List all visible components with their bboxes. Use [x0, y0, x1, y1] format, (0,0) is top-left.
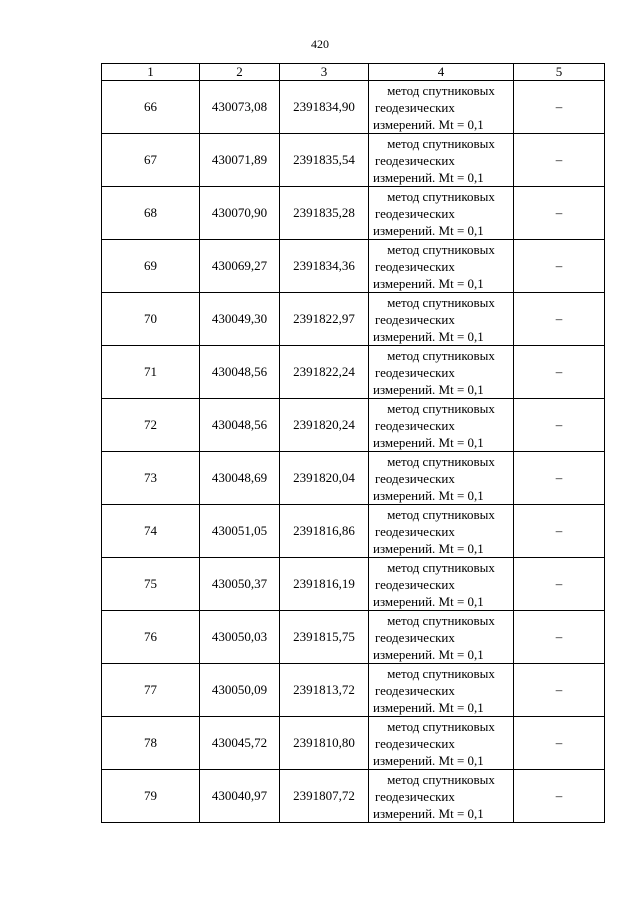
point-number-cell: 79: [102, 770, 200, 823]
note-cell: –: [514, 664, 605, 717]
method-text-line: метод спутниковых: [387, 665, 495, 681]
method-text-line: измерений. Mt = 0,1: [373, 328, 484, 344]
x-coordinate-cell: 430050,03: [200, 611, 280, 664]
x-coordinate-cell: 430069,27: [200, 240, 280, 293]
method-text-line: геодезических: [375, 205, 455, 221]
method-text-line: геодезических: [375, 311, 455, 327]
table-row: [102, 81, 605, 134]
y-coordinate-cell: 2391810,80: [280, 717, 369, 770]
method-text-line: геодезических: [375, 788, 455, 804]
note-cell: –: [514, 187, 605, 240]
point-number-cell: 71: [102, 346, 200, 399]
column-header: 3: [280, 64, 369, 81]
method-text-line: метод спутниковых: [387, 347, 495, 363]
x-coordinate-cell: 430070,90: [200, 187, 280, 240]
method-text-line: измерений. Mt = 0,1: [373, 805, 484, 821]
method-cell: [369, 770, 514, 823]
method-cell: [369, 399, 514, 452]
method-cell: [369, 717, 514, 770]
y-coordinate-cell: 2391834,36: [280, 240, 369, 293]
method-text-line: измерений. Mt = 0,1: [373, 275, 484, 291]
method-text-line: измерений. Mt = 0,1: [373, 169, 484, 185]
method-cell: [369, 611, 514, 664]
table-row: [102, 240, 605, 293]
x-coordinate-cell: 430051,05: [200, 505, 280, 558]
coordinates-table: [101, 63, 605, 823]
y-coordinate-cell: 2391834,90: [280, 81, 369, 134]
table-header: [102, 64, 605, 81]
method-text-line: метод спутниковых: [387, 506, 495, 522]
x-coordinate-cell: 430050,37: [200, 558, 280, 611]
method-text-line: геодезических: [375, 152, 455, 168]
table-row: [102, 399, 605, 452]
method-text-line: геодезических: [375, 470, 455, 486]
method-cell: [369, 452, 514, 505]
table-body: [102, 81, 605, 823]
method-text-line: измерений. Mt = 0,1: [373, 593, 484, 609]
table-row: [102, 558, 605, 611]
point-number-cell: 70: [102, 293, 200, 346]
method-text-line: геодезических: [375, 523, 455, 539]
note-cell: –: [514, 452, 605, 505]
method-cell: [369, 81, 514, 134]
x-coordinate-cell: 430073,08: [200, 81, 280, 134]
table-row: [102, 187, 605, 240]
column-header: 1: [102, 64, 200, 81]
table-row: [102, 505, 605, 558]
point-number-cell: 76: [102, 611, 200, 664]
point-number-cell: 66: [102, 81, 200, 134]
table-row: [102, 611, 605, 664]
method-cell: [369, 240, 514, 293]
method-text-line: метод спутниковых: [387, 612, 495, 628]
x-coordinate-cell: 430071,89: [200, 134, 280, 187]
method-text-line: измерений. Mt = 0,1: [373, 381, 484, 397]
method-text-line: метод спутниковых: [387, 559, 495, 575]
method-text-line: геодезических: [375, 258, 455, 274]
note-cell: –: [514, 240, 605, 293]
note-cell: –: [514, 134, 605, 187]
point-number-cell: 67: [102, 134, 200, 187]
header-row: [102, 64, 605, 81]
point-number-cell: 72: [102, 399, 200, 452]
note-cell: –: [514, 558, 605, 611]
method-cell: [369, 134, 514, 187]
method-cell: [369, 664, 514, 717]
page-number: 420: [311, 37, 329, 51]
method-text-line: измерений. Mt = 0,1: [373, 540, 484, 556]
method-text-line: метод спутниковых: [387, 771, 495, 787]
method-text-line: измерений. Mt = 0,1: [373, 752, 484, 768]
method-text-line: метод спутниковых: [387, 241, 495, 257]
method-text-line: метод спутниковых: [387, 135, 495, 151]
x-coordinate-cell: 430040,97: [200, 770, 280, 823]
y-coordinate-cell: 2391822,97: [280, 293, 369, 346]
y-coordinate-cell: 2391813,72: [280, 664, 369, 717]
method-cell: [369, 346, 514, 399]
method-text-line: измерений. Mt = 0,1: [373, 487, 484, 503]
method-text-line: геодезических: [375, 629, 455, 645]
method-text-line: измерений. Mt = 0,1: [373, 434, 484, 450]
method-text-line: геодезических: [375, 99, 455, 115]
note-cell: –: [514, 293, 605, 346]
table-row: [102, 346, 605, 399]
method-text-line: геодезических: [375, 364, 455, 380]
y-coordinate-cell: 2391820,24: [280, 399, 369, 452]
note-cell: –: [514, 611, 605, 664]
method-cell: [369, 293, 514, 346]
point-number-cell: 78: [102, 717, 200, 770]
method-text-line: метод спутниковых: [387, 82, 495, 98]
table-row: [102, 664, 605, 717]
point-number-cell: 69: [102, 240, 200, 293]
point-number-cell: 74: [102, 505, 200, 558]
point-number-cell: 68: [102, 187, 200, 240]
method-text-line: геодезических: [375, 735, 455, 751]
method-text-line: геодезических: [375, 417, 455, 433]
note-cell: –: [514, 81, 605, 134]
x-coordinate-cell: 430050,09: [200, 664, 280, 717]
y-coordinate-cell: 2391816,19: [280, 558, 369, 611]
column-header: 5: [514, 64, 605, 81]
table-row: [102, 770, 605, 823]
method-text-line: метод спутниковых: [387, 718, 495, 734]
point-number-cell: 75: [102, 558, 200, 611]
column-header: 2: [200, 64, 280, 81]
y-coordinate-cell: 2391822,24: [280, 346, 369, 399]
method-text-line: геодезических: [375, 682, 455, 698]
method-cell: [369, 505, 514, 558]
x-coordinate-cell: 430048,56: [200, 399, 280, 452]
method-cell: [369, 558, 514, 611]
column-header: 4: [369, 64, 514, 81]
note-cell: –: [514, 399, 605, 452]
method-text-line: метод спутниковых: [387, 400, 495, 416]
table-row: [102, 452, 605, 505]
note-cell: –: [514, 346, 605, 399]
x-coordinate-cell: 430048,56: [200, 346, 280, 399]
note-cell: –: [514, 770, 605, 823]
method-text-line: измерений. Mt = 0,1: [373, 699, 484, 715]
y-coordinate-cell: 2391835,54: [280, 134, 369, 187]
method-cell: [369, 187, 514, 240]
point-number-cell: 77: [102, 664, 200, 717]
table-row: [102, 293, 605, 346]
method-text-line: метод спутниковых: [387, 294, 495, 310]
method-text-line: измерений. Mt = 0,1: [373, 222, 484, 238]
y-coordinate-cell: 2391820,04: [280, 452, 369, 505]
method-text-line: метод спутниковых: [387, 453, 495, 469]
method-text-line: геодезических: [375, 576, 455, 592]
table-row: [102, 717, 605, 770]
method-text-line: измерений. Mt = 0,1: [373, 116, 484, 132]
y-coordinate-cell: 2391835,28: [280, 187, 369, 240]
table-row: [102, 134, 605, 187]
note-cell: –: [514, 717, 605, 770]
y-coordinate-cell: 2391816,86: [280, 505, 369, 558]
y-coordinate-cell: 2391807,72: [280, 770, 369, 823]
x-coordinate-cell: 430045,72: [200, 717, 280, 770]
x-coordinate-cell: 430048,69: [200, 452, 280, 505]
x-coordinate-cell: 430049,30: [200, 293, 280, 346]
method-text-line: метод спутниковых: [387, 188, 495, 204]
y-coordinate-cell: 2391815,75: [280, 611, 369, 664]
point-number-cell: 73: [102, 452, 200, 505]
method-text-line: измерений. Mt = 0,1: [373, 646, 484, 662]
note-cell: –: [514, 505, 605, 558]
